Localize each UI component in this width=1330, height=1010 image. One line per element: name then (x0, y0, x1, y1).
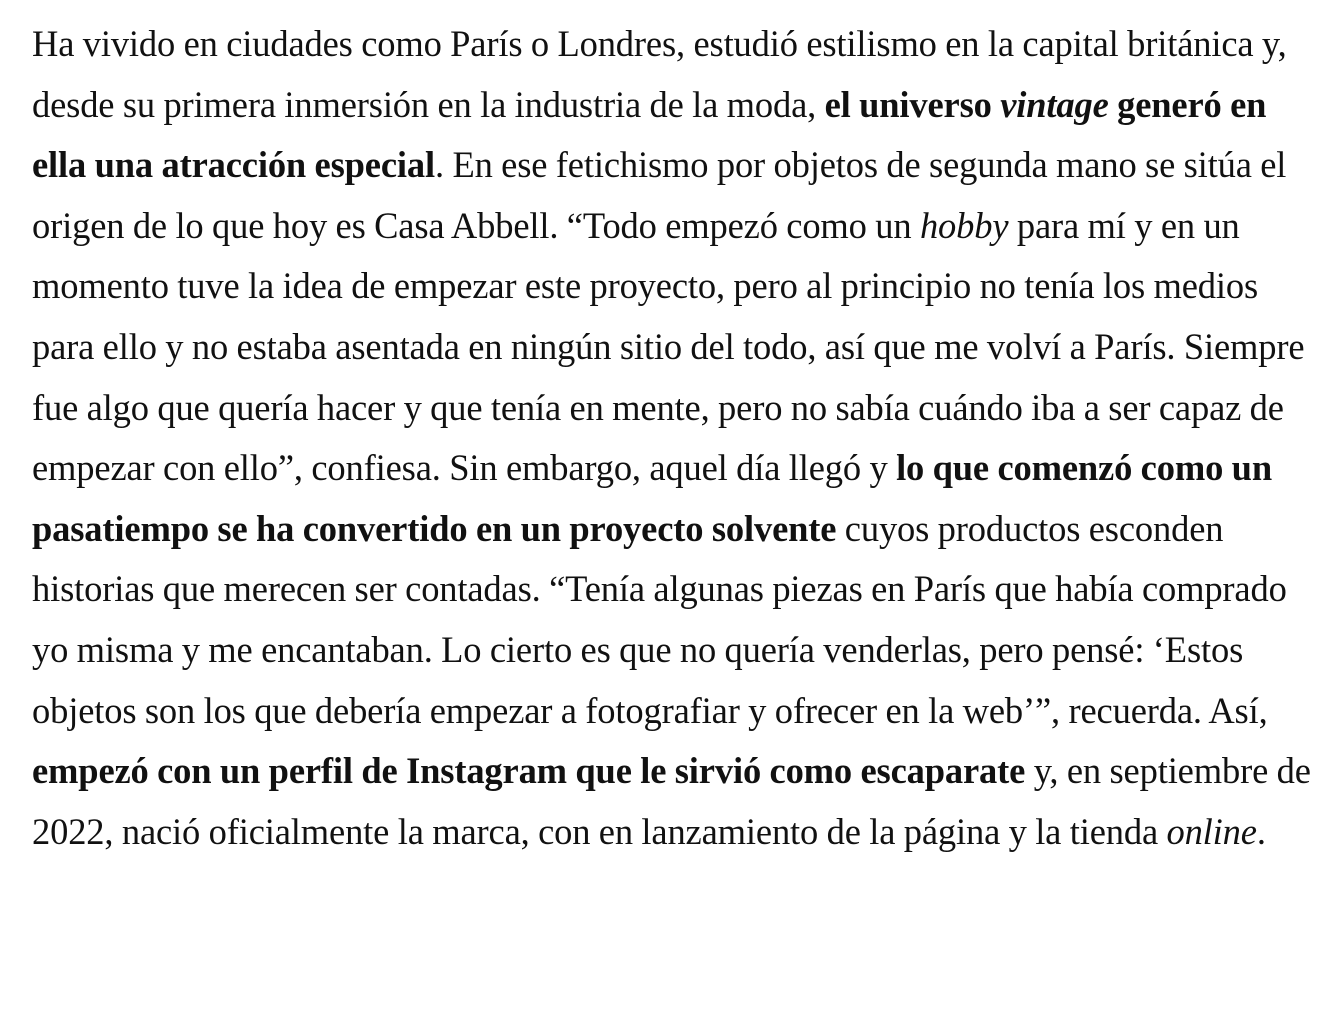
text-segment: y, en septiembre de 2022, nació oficialmente la marca, con en lanzamiento de la página y la tienda (32, 750, 1311, 852)
text-segment: el universo (824, 83, 1001, 125)
text-segment: cuyos productos esconden historias que merecen ser contadas. “Tenía algunas piezas en París que había comprado yo misma y me encantaban. Lo cierto es que no quería venderlas, pero pensé: ‘Estos objetos son los que debería empezar a fotografiar y ofrecer en la web’”, recuerda. Así, (32, 507, 1287, 731)
text-segment: . En ese fetichismo por objetos de segunda mano se sitúa el origen de lo que hoy es Casa Abbell. “Todo empezó como un (32, 144, 1287, 246)
text-segment: Ha vivido en ciudades como París o Londres, estudió estilismo en la capital británica y, desde su primera inmersión en la industria de la moda, (32, 23, 1287, 125)
italic-term: hobby (919, 204, 1009, 246)
text-segment: para mí y en un momento tuve la idea de empezar este proyecto, pero al principio no tenía los medios para ello y no estaba asentada en ningún sitio del todo, así que me volví a París. Siempre fue algo que quería hacer y que tenía en mente, pero no sabía cuándo iba a ser capaz de empezar con ello”, confiesa. Sin embargo, aquel día llegó y (32, 204, 1305, 489)
italic-term: online (1166, 810, 1257, 852)
text-segment: . (1256, 810, 1266, 852)
article-paragraph (32, 14, 1324, 862)
italic-term: vintage (1000, 83, 1109, 125)
text-segment: generó en ella una atracción especial (32, 83, 1267, 186)
bold-segment: lo que comenzó como un pasatiempo se ha convertido en un proyecto solvente (32, 447, 1272, 549)
bold-segment: empezó con un perfil de Instagram que le sirvió como escaparate (32, 750, 1026, 792)
